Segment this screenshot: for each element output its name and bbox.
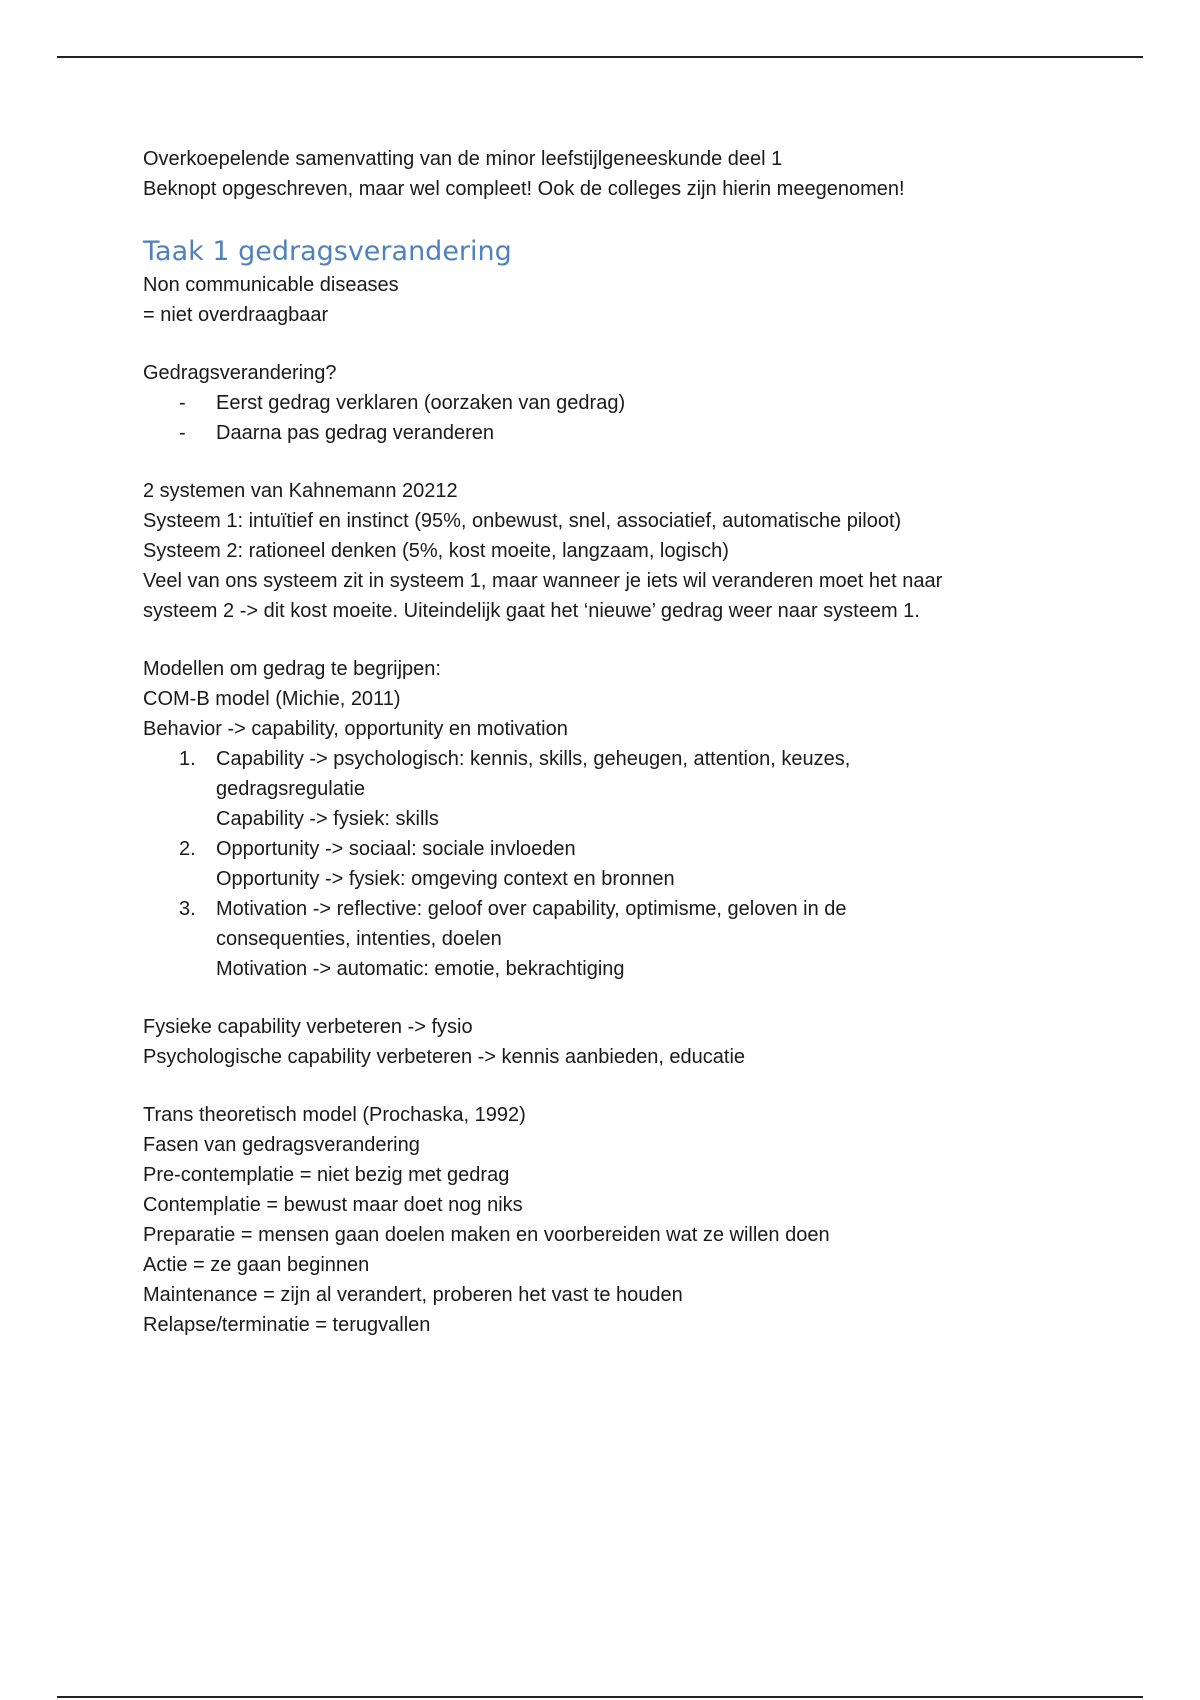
document-body (143, 144, 1043, 1340)
footer-rule (57, 1696, 1143, 1698)
kahneman-line-1: 2 systemen van Kahnemann 20212 (143, 480, 458, 502)
list-item (143, 894, 1043, 984)
ttm-line-7: Maintenance = zijn al verandert, proberen het vast te houden (143, 1284, 683, 1306)
number-marker: 2. (179, 838, 196, 860)
dash-marker: - (179, 392, 186, 414)
ttm-line-1: Trans theoretisch model (Prochaska, 1992) (143, 1104, 526, 1126)
list-item (143, 388, 1043, 418)
list-item (143, 418, 1043, 448)
modellen-line-1: Modellen om gedrag te begrijpen: (143, 658, 441, 680)
section-heading: Taak 1 gedragsverandering (143, 236, 512, 267)
spacer (143, 448, 1043, 476)
ttm-line-5: Preparatie = mensen gaan doelen maken en voorbereiden wat ze willen doen (143, 1224, 830, 1246)
list-item (143, 744, 1043, 834)
comb-numbered-list (143, 744, 1043, 984)
list-item-text: Capability -> psychologisch: kennis, skills, geheugen, attention, keuzes, (216, 748, 851, 770)
list-item-text: gedragsregulatie (216, 778, 365, 800)
ttm-line-3: Pre-contemplatie = niet bezig met gedrag (143, 1164, 510, 1186)
gedrag-bullet-list (143, 388, 1043, 448)
capability-line-1: Fysieke capability verbeteren -> fysio (143, 1016, 473, 1038)
spacer (143, 1072, 1043, 1100)
ncd-line-1: Non communicable diseases (143, 274, 399, 296)
kahneman-line-4: Veel van ons systeem zit in systeem 1, maar wanneer je iets wil veranderen moet het naar (143, 570, 943, 592)
number-marker: 3. (179, 898, 196, 920)
modellen-line-2: COM-B model (Michie, 2011) (143, 688, 401, 710)
ncd-line-2: = niet overdraagbaar (143, 304, 329, 326)
kahneman-line-2: Systeem 1: intuïtief en instinct (95%, onbewust, snel, associatief, automatische piloot) (143, 510, 902, 532)
intro-line-2: Beknopt opgeschreven, maar wel compleet! Ook de colleges zijn hierin meegenomen! (143, 178, 905, 200)
capability-line-2: Psychologische capability verbeteren -> kennis aanbieden, educatie (143, 1046, 746, 1068)
ttm-line-4: Contemplatie = bewust maar doet nog niks (143, 1194, 523, 1216)
list-item-text: Motivation -> automatic: emotie, bekrachtiging (216, 958, 625, 980)
modellen-line-3: Behavior -> capability, opportunity en motivation (143, 718, 568, 740)
dash-marker: - (179, 422, 186, 444)
spacer (143, 984, 1043, 1012)
spacer (143, 626, 1043, 654)
list-item-text: consequenties, intenties, doelen (216, 928, 502, 950)
intro-line-1: Overkoepelende samenvatting van de minor leefstijlgeneeskunde deel 1 (143, 148, 783, 170)
ttm-line-6: Actie = ze gaan beginnen (143, 1254, 370, 1276)
kahneman-line-5: systeem 2 -> dit kost moeite. Uiteindelijk gaat het ‘nieuwe’ gedrag weer naar systeem 1. (143, 600, 920, 622)
gedrag-title: Gedragsverandering? (143, 362, 337, 384)
list-item-text: Daarna pas gedrag veranderen (216, 422, 494, 444)
list-item (143, 834, 1043, 894)
list-item-text: Motivation -> reflective: geloof over capability, optimisme, geloven in de (216, 898, 847, 920)
spacer (143, 330, 1043, 358)
list-item-text: Opportunity -> fysiek: omgeving context en bronnen (216, 868, 675, 890)
list-item-text: Capability -> fysiek: skills (216, 808, 439, 830)
ttm-line-2: Fasen van gedragsverandering (143, 1134, 420, 1156)
kahneman-line-3: Systeem 2: rationeel denken (5%, kost moeite, langzaam, logisch) (143, 540, 729, 562)
header-rule (57, 56, 1143, 58)
list-item-text: Opportunity -> sociaal: sociale invloeden (216, 838, 576, 860)
ttm-line-8: Relapse/terminatie = terugvallen (143, 1314, 431, 1336)
list-item-text: Eerst gedrag verklaren (oorzaken van gedrag) (216, 392, 626, 414)
number-marker: 1. (179, 748, 196, 770)
spacer (143, 204, 1043, 232)
